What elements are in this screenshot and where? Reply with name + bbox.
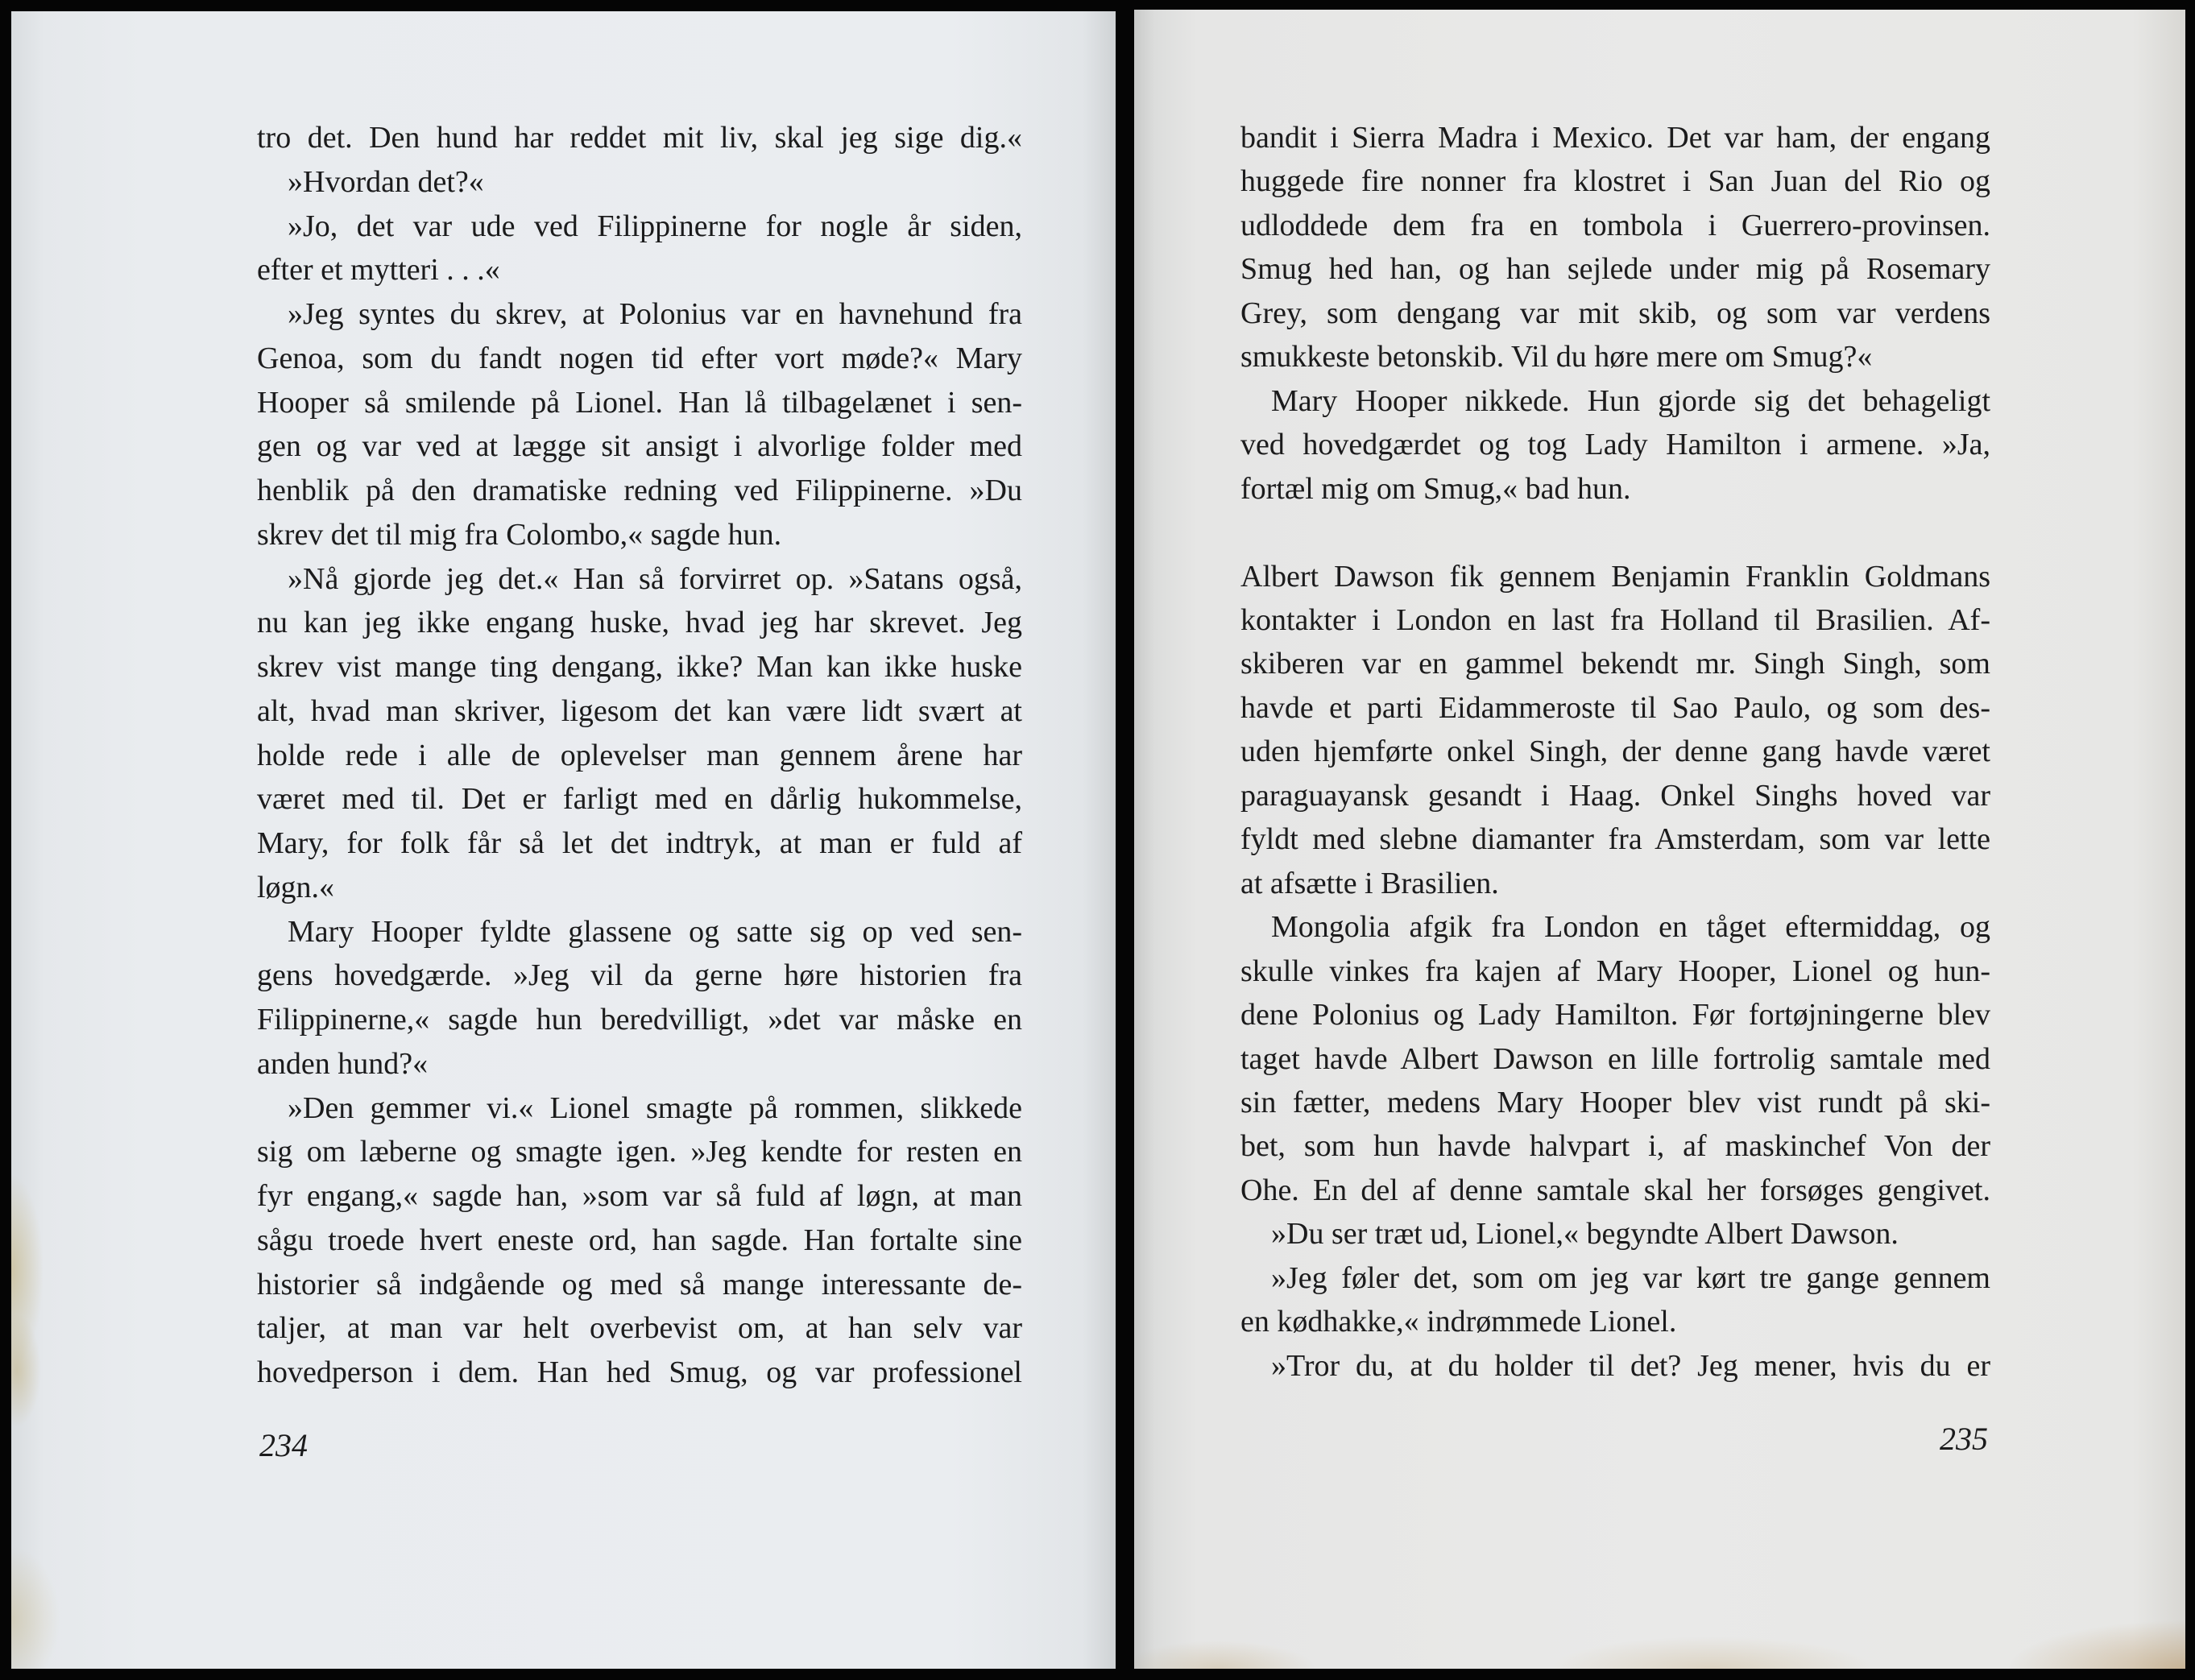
text-line: tro det. Den hund har reddet mit liv, skal jeg sige dig.« xyxy=(257,121,1022,155)
text-line: »Jeg syntes du skrev, at Polonius var en havnehund fra xyxy=(288,297,1022,331)
text-line: skiberen var en gammel bekendt mr. Singh Singh, som xyxy=(1240,647,1990,681)
text-line: fyldt med slebne diamanter fra Amsterdam, som var lette xyxy=(1240,822,1990,857)
text-line: hovedperson i dem. Han hed Smug, og var professionel xyxy=(257,1355,1022,1389)
text-line: udloddede dem fra en tombola i Guerrero-provinsen. xyxy=(1240,208,1990,242)
text-line: ved hovedgærdet og tog Lady Hamilton i armene. »Ja, xyxy=(1240,428,1990,462)
text-line: henblik på den dramatiske redning ved Filippinerne. »Du xyxy=(257,474,1022,507)
text-line: anden hund?« xyxy=(257,1046,429,1081)
text-line: »Tror du, at du holder til det? Jeg mener, hvis du er xyxy=(1271,1348,1990,1383)
text-line: dene Polonius og Lady Hamilton. Før fortøjningerne blev xyxy=(1240,998,1990,1032)
text-line: Mongolia afgik fra London en tåget eftermiddag, og xyxy=(1271,910,1990,945)
text-line: »Jo, det var ude ved Filippinerne for nogle år siden, xyxy=(288,209,1022,243)
text-line: »Den gemmer vi.« Lionel smagte på rommen, slikkede xyxy=(288,1090,1022,1125)
text-line: Smug hed han, og han sejlede under mig på Rosemary xyxy=(1240,252,1990,287)
text-line: holde rede i alle de oplevelser man gennem årene har xyxy=(257,738,1022,772)
text-line: smukkeste betonskib. Vil du høre mere om Smug?« xyxy=(1240,340,1873,374)
text-line: gens hovedgærde. »Jeg vil da gerne høre historien fra xyxy=(257,958,1022,993)
text-line: uden hjemførte onkel Singh, der denne gang havde været xyxy=(1240,734,1990,769)
text-line: sågu troede hvert eneste ord, han sagde. Han fortalte sine xyxy=(257,1223,1022,1257)
text-line: bandit i Sierra Madra i Mexico. Det var ham, der engang xyxy=(1240,121,1990,155)
text-line: været med til. Det er farligt med en dårlig hukommelse, xyxy=(257,782,1022,817)
text-line: sin fætter, medens Mary Hooper blev vist rundt på ski- xyxy=(1240,1085,1990,1119)
text-line: Genoa, som du fandt nogen tid efter vort møde?« Mary xyxy=(257,341,1022,375)
section-break xyxy=(1240,511,1990,554)
text-line: »Jeg føler det, som om jeg var kørt tre gange gennem xyxy=(1271,1260,1990,1295)
text-line: taget havde Albert Dawson en lille fortrolig samtale med xyxy=(1240,1041,1990,1076)
text-line: Grey, som dengang var mit skib, og som var verdens xyxy=(1240,296,1990,330)
text-line: havde et parti Eidammeroste til Sao Paulo, og som des- xyxy=(1240,690,1990,725)
page-number: 234 xyxy=(259,1427,308,1463)
text-line: »Nå gjorde jeg det.« Han så forvirret op. »Satans også, xyxy=(288,561,1022,596)
text-line: Mary Hooper fyldte glassene og satte sig op ved sen- xyxy=(288,914,1022,949)
text-line: kontakter i London en last fra Holland til Brasilien. Af- xyxy=(1240,602,1990,637)
right-page xyxy=(1134,10,2185,1669)
text-line: Ohe. En del af denne samtale skal her forsøges gengivet. xyxy=(1240,1173,1990,1207)
text-line: skrev vist mange ting dengang, ikke? Man kan ikke huske xyxy=(257,650,1022,684)
page-number: 235 xyxy=(1940,1421,1988,1457)
text-line: løgn.« xyxy=(257,870,335,904)
text-line: Hooper så smilende på Lionel. Han lå tilbagelænet i sen- xyxy=(257,385,1022,420)
text-line: Mary, for folk får så let det indtryk, at man er fuld af xyxy=(257,826,1022,860)
text-line: nu kan jeg ikke engang huske, hvad jeg har skrevet. Jeg xyxy=(257,606,1022,640)
text-line: at afsætte i Brasilien. xyxy=(1240,866,1499,900)
text-line: en kødhakke,« indrømmede Lionel. xyxy=(1240,1305,1677,1339)
text-line: alt, hvad man skriver, ligesom det kan være lidt svært at xyxy=(257,693,1022,728)
text-line: Albert Dawson fik gennem Benjamin Franklin Goldmans xyxy=(1240,559,1990,594)
text-line: fortæl mig om Smug,« bad hun. xyxy=(1240,471,1631,506)
left-page-text xyxy=(257,116,1022,1395)
text-line: historier så indgående og med så mange interessante de- xyxy=(257,1267,1022,1301)
text-line: bet, som hun havde halvpart i, af maskinchef Von der xyxy=(1240,1129,1990,1164)
text-line: »Hvordan det?« xyxy=(288,164,484,199)
text-line: huggede fire nonner fra klostret i San Juan del Rio og xyxy=(1240,164,1990,199)
text-line: »Du ser træt ud, Lionel,« begyndte Albert Dawson. xyxy=(1271,1217,1899,1252)
text-line: taljer, at man var helt overbevist om, at han selv var xyxy=(257,1311,1022,1346)
text-line: sig om læberne og smagte igen. »Jeg kendte for resten en xyxy=(257,1135,1022,1169)
left-page xyxy=(11,11,1116,1669)
text-line: fyr engang,« sagde han, »som var så fuld af løgn, at man xyxy=(257,1179,1022,1213)
text-line: efter et mytteri . . .« xyxy=(257,253,500,288)
text-line: paraguayansk gesandt i Haag. Onkel Singhs hoved var xyxy=(1240,778,1990,813)
text-line: skulle vinkes fra kajen af Mary Hooper, Lionel og hun- xyxy=(1240,954,1990,988)
text-line: Filippinerne,« sagde hun beredvilligt, »det var måske en xyxy=(257,1003,1022,1037)
text-line: skrev det til mig fra Colombo,« sagde hun. xyxy=(257,517,782,552)
text-line: Mary Hooper nikkede. Hun gjorde sig det behageligt xyxy=(1271,383,1990,418)
text-line: gen og var ved at lægge sit ansigt i alvorlige folder med xyxy=(257,429,1022,464)
right-page-text xyxy=(1240,116,1990,1388)
